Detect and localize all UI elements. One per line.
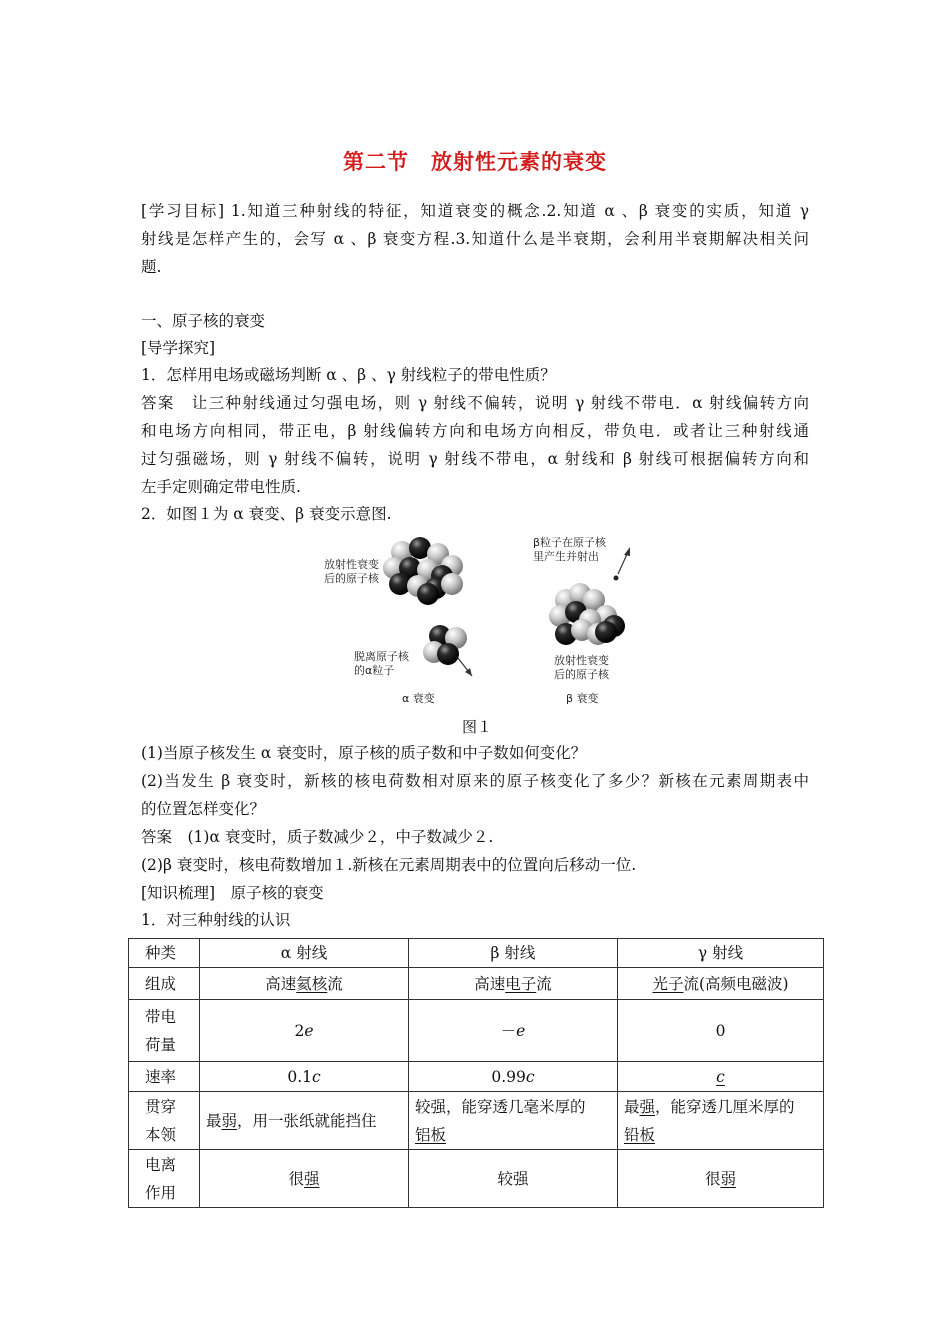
- svg-text:β粒子在原子核 里产生并射出: β粒子在原子核 里产生并射出: [533, 536, 607, 563]
- svg-text:放射性衰变 后的原子核: 放射性衰变 后的原子核: [554, 654, 609, 681]
- question-2-1: (1)当原子核发生 α 衰变时，原子核的质子数和中子数如何变化？: [141, 744, 587, 762]
- beta-nucleus-diagram: [549, 583, 625, 645]
- table-row: 贯穿 本领 最弱，用一张纸就能挡住 较强，能穿透几毫米厚的 铝板 最强，能穿透几厘米厚的 铅板: [129, 1092, 824, 1150]
- table-row: 组成 高速氦核流 高速电子流 光子流(高频电磁波): [129, 968, 824, 1000]
- answer-2-1: 答案 (1)α 衰变时，质子数减少２，中子数减少２.: [141, 828, 494, 846]
- knowledge-label: [知识梳理] 原子核的衰变: [141, 884, 324, 902]
- table-row: 带电 荷量 2e －e 0: [129, 1000, 824, 1062]
- question-2: 2．如图１为 α 衰变、β 衰变示意图.: [141, 505, 392, 523]
- rays-table: [128, 938, 824, 1208]
- section-heading: 一、原子核的衰变: [141, 312, 266, 330]
- svg-text:脱离原子核 的α粒子: 脱离原子核 的α粒子: [354, 650, 409, 677]
- answer-1-line: 和电场方向相同，带正电，β 射线偏转方向和电场方向相反，带负电．或者让三种射线通: [141, 422, 809, 440]
- beta-particle: [614, 547, 631, 581]
- goals-line: 射线是怎样产生的，会写 α 、β 衰变方程.3.知道什么是半衰期，会利用半衰期解决相关问: [141, 230, 809, 248]
- table-title: 1．对三种射线的认识: [141, 911, 291, 929]
- decay-figure: [318, 530, 642, 710]
- question-2-2-line: 的位置怎样变化？: [141, 800, 266, 818]
- page-title: 第二节 放射性元素的衰变: [343, 149, 607, 174]
- answer-1-line: 过匀强磁场，则 γ 射线不偏转，说明 γ 射线不带电，α 射线和 β 射线可根据偏转方向和: [141, 450, 809, 468]
- answer-1-line: 答案 让三种射线通过匀强电场，则 γ 射线不偏转，说明 γ 射线不带电．α 射线偏转方向: [141, 394, 809, 412]
- table-row: 电离 作用 很强 较强 很弱: [129, 1150, 824, 1208]
- question-1: 1．怎样用电场或磁场判断 α 、β 、γ 射线粒子的带电性质？: [141, 366, 556, 384]
- answer-1-line: 左手定则确定带电性质.: [141, 478, 301, 496]
- alpha-particle: [423, 625, 472, 676]
- beta-caption: β 衰变: [566, 692, 599, 705]
- alpha-caption: α 衰变: [402, 692, 435, 705]
- table-row: 种类 α 射线 β 射线 γ 射线: [129, 939, 824, 968]
- table-row: 速率 0.1c 0.99c c: [129, 1062, 824, 1092]
- goals-line: [学习目标] 1.知道三种射线的特征，知道衰变的概念.2.知道 α 、β 衰变的实质，知道 γ: [141, 202, 809, 220]
- goals-line: 题.: [141, 258, 162, 276]
- guide-label: [导学探究]: [141, 339, 216, 357]
- alpha-nucleus-diagram: [383, 537, 463, 605]
- svg-text:放射性衰变 后的原子核: 放射性衰变 后的原子核: [324, 558, 379, 585]
- answer-2-2: (2)β 衰变时，核电荷数增加１.新核在元素周期表中的位置向后移动一位.: [141, 856, 637, 874]
- question-2-2-line: (2)当发生 β 衰变时，新核的核电荷数相对原来的原子核变化了多少？新核在元素周期表中: [141, 772, 809, 790]
- figure-caption: 图１: [462, 718, 493, 736]
